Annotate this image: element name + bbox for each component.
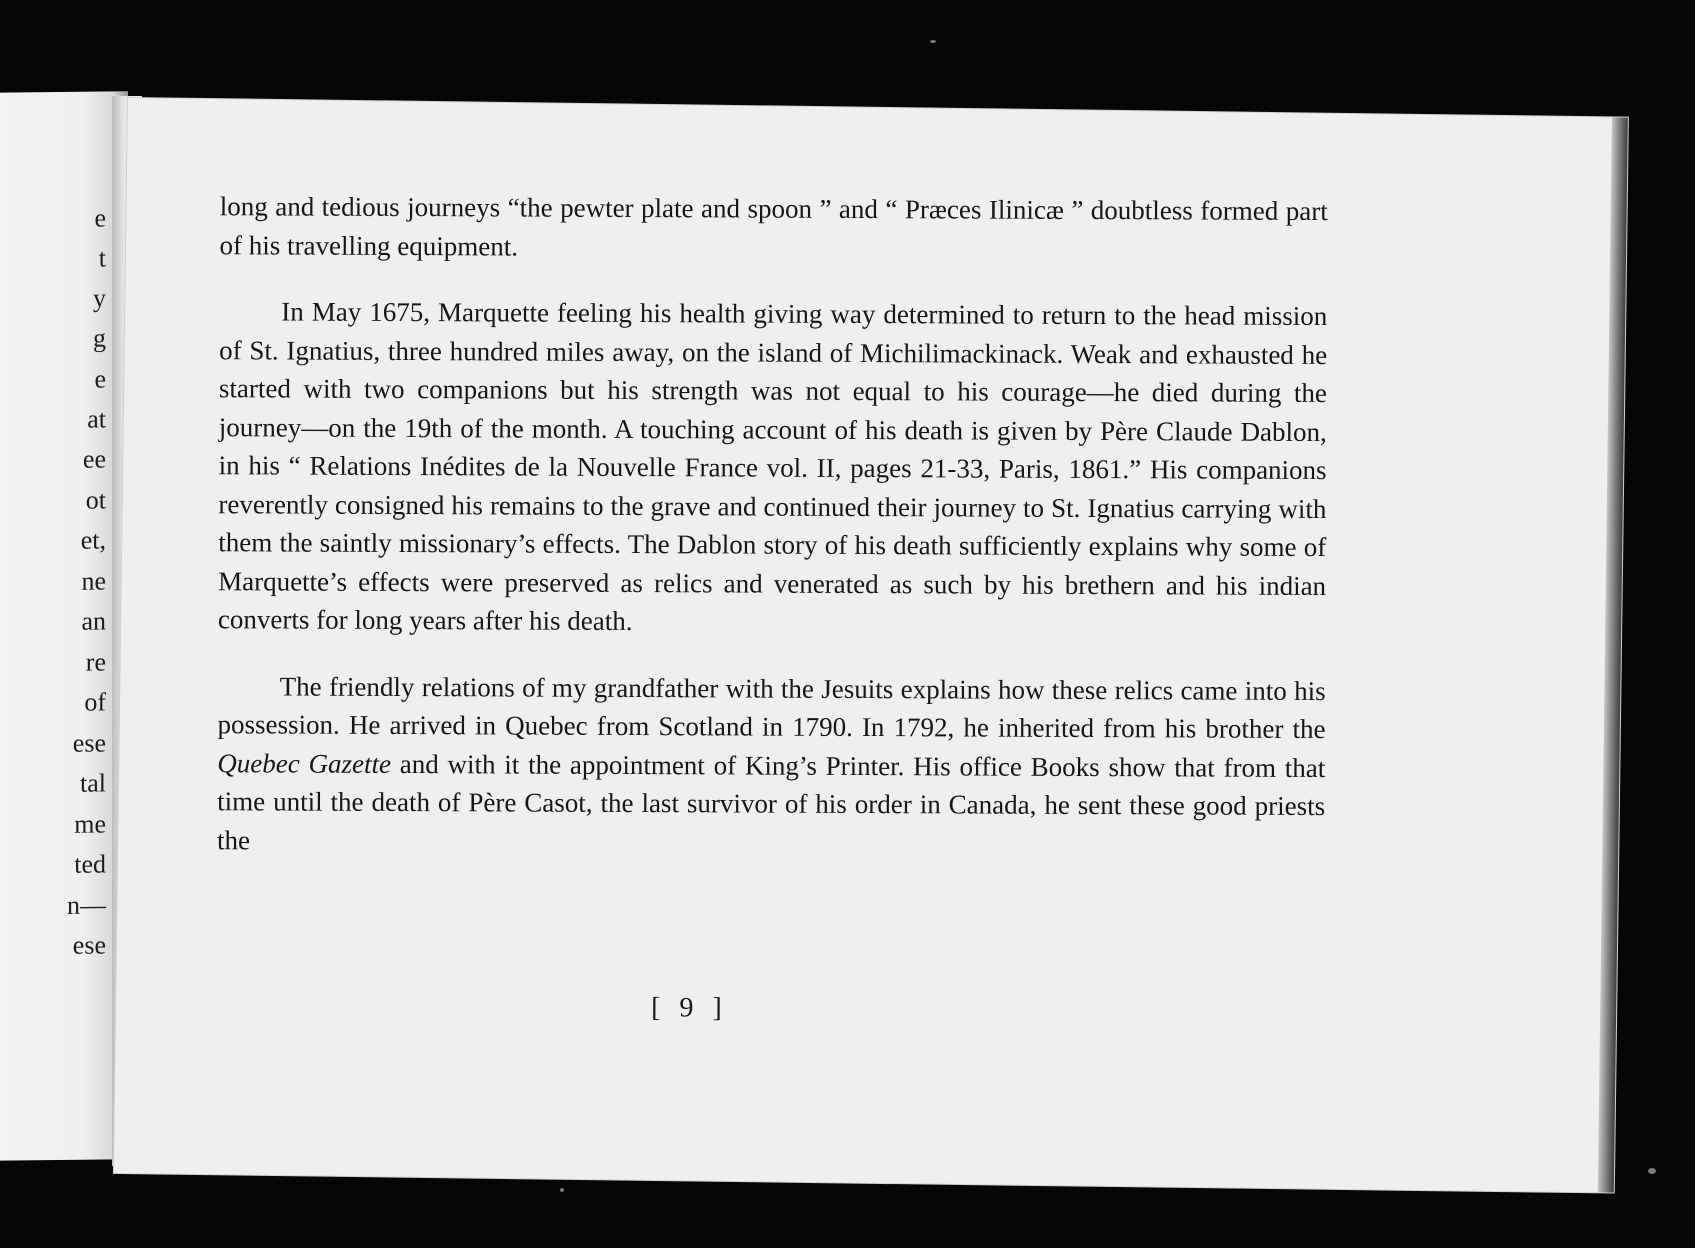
paragraph-3 bbox=[217, 667, 1326, 864]
left-word: e bbox=[94, 203, 106, 233]
dust-speck bbox=[1648, 1168, 1656, 1174]
left-word: et, bbox=[80, 525, 106, 555]
left-word: n— bbox=[67, 890, 106, 920]
left-word: an bbox=[81, 606, 106, 636]
left-word: re bbox=[85, 647, 106, 677]
page-edge-shadow bbox=[1598, 117, 1628, 1192]
left-word: y bbox=[93, 283, 106, 313]
paragraph-text: long and tedious journeys “the pewter plate and spoon ” and “ Præces Ilinicæ ” doubtless formed part of his travelling equipment. bbox=[219, 191, 1328, 262]
page-9 bbox=[114, 98, 1628, 1193]
left-word: ee bbox=[82, 444, 106, 474]
dust-speck bbox=[930, 40, 936, 43]
left-word: of bbox=[84, 687, 106, 717]
previous-page-edge bbox=[0, 91, 128, 1161]
paragraph-1 bbox=[220, 187, 1328, 269]
left-word: me bbox=[74, 809, 106, 839]
newspaper-title: Quebec Gazette bbox=[217, 747, 392, 779]
page-number: [ 9 ] bbox=[651, 992, 728, 1024]
left-word: at bbox=[87, 404, 106, 434]
paragraph-text: The friendly relations of my grandfather with the Jesuits explains how these relics came into his possession. He arrived in Quebec from Scotland in 1790. In 1792, he inherited from his brother the bbox=[217, 670, 1326, 745]
left-word: ese bbox=[72, 930, 106, 960]
paragraph-2 bbox=[218, 292, 1328, 643]
previous-page-words bbox=[0, 91, 128, 960]
dust-speck bbox=[560, 1188, 564, 1192]
left-word: tal bbox=[80, 768, 106, 798]
left-word: ese bbox=[72, 728, 106, 758]
left-word: ne bbox=[81, 566, 106, 596]
paragraph-text: and with it the appointment of King’s Printer. His office Books show that from that time until the death of Père Casot, the last survivor of his order in Canada, he sent these good priests the bbox=[216, 748, 1326, 855]
left-word: t bbox=[98, 243, 106, 273]
body-text bbox=[217, 187, 1328, 892]
left-word: ot bbox=[85, 485, 106, 515]
paragraph-text: In May 1675, Marquette feeling his health giving way determined to return to the head mission of St. Ignatius, three hundred miles away, on the island of Michilimackinack. Weak and exhausted he started with two companions but his strength was not equal to his courage—he died during the journey—on the 19th of the month. A touching account of his death is given by Père Claude Dablon, in his “ Relations Inédites de la Nouvelle France vol. II, pages 21-33, Paris, 1861.” His companions reverently consigned his remains to the grave and continued their journey to St. Ignatius carrying with them the saintly missionary’s effects. The Dablon story of his death sufficiently explains why some of Marquette’s effects were preserved as relics and venerated as such by his brethern and his indian converts for long years after his death. bbox=[217, 296, 1328, 637]
left-word: g bbox=[93, 323, 106, 353]
left-word: ted bbox=[74, 849, 106, 879]
left-word: e bbox=[94, 364, 106, 394]
